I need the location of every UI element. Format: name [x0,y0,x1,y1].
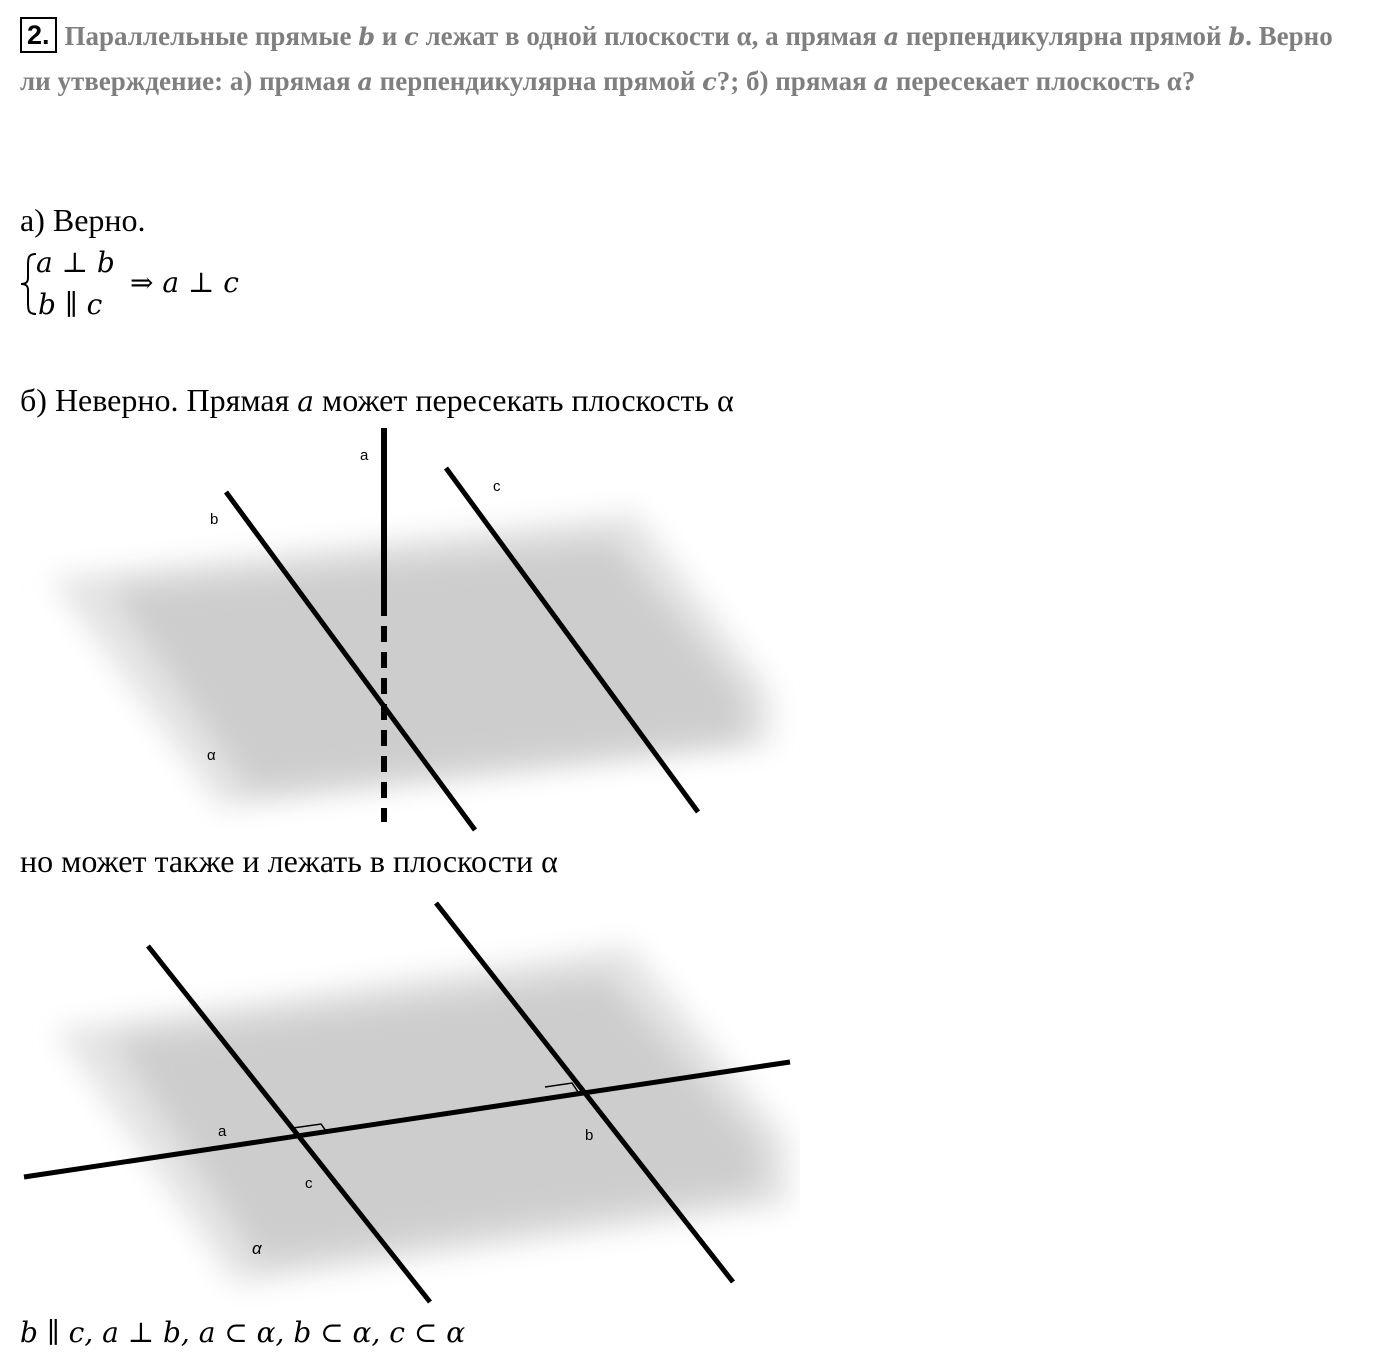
problem-text-3: лежат в одной плоскости α, а прямая [418,21,884,51]
problem-text-6: перпендикулярна прямой [372,66,703,96]
final-formula: b ∥ c, a ⊥ b, a ⊂ α, b ⊂ α, c ⊂ α [20,1316,466,1349]
problem-text-8: пересекает плоскость α? [889,66,1196,96]
var-a: a [297,385,314,418]
var-a: a [883,22,900,51]
var-a: a [873,67,890,96]
part-a-title: а) Верно. [20,202,146,238]
part-b-text [20,380,734,422]
problem-text-4: перпендикулярна прямой [899,21,1229,51]
conclusion: ⇒ a ⊥ c [130,266,239,299]
label-alpha: α [252,1239,262,1258]
system-line-2: b ∥ c [38,288,103,321]
label-c: c [493,478,501,495]
figure-line-crossing-plane [0,420,800,840]
problem-statement [20,14,1360,104]
label-b: b [210,511,219,528]
var-c: c [702,67,717,96]
system-line-1: a ⊥ b [36,246,115,279]
var-b: b [358,22,376,51]
problem-text-7: ?; б) прямая [716,66,874,96]
problem-text-2: и [375,21,405,51]
figure-line-in-plane [0,890,800,1310]
problem-number: 2. [20,17,57,53]
label-a: a [360,447,369,464]
part-b-pre: б) Неверно. Прямая [20,382,298,418]
part-b-post: может пересекать плоскость α [313,382,734,418]
label-a: a [218,1123,227,1140]
problem-text-5: . Верно ли утверждение: а) прямая [20,21,1333,96]
middle-text: но может также и лежать в плоскости α [20,843,558,879]
label-alpha: α [207,747,216,764]
label-b: b [585,1127,594,1144]
label-c: c [305,1175,313,1192]
problem-text-1: Параллельные прямые [64,21,359,51]
var-b: b [1228,22,1246,51]
var-a: a [357,67,373,96]
var-c: c [404,22,419,51]
